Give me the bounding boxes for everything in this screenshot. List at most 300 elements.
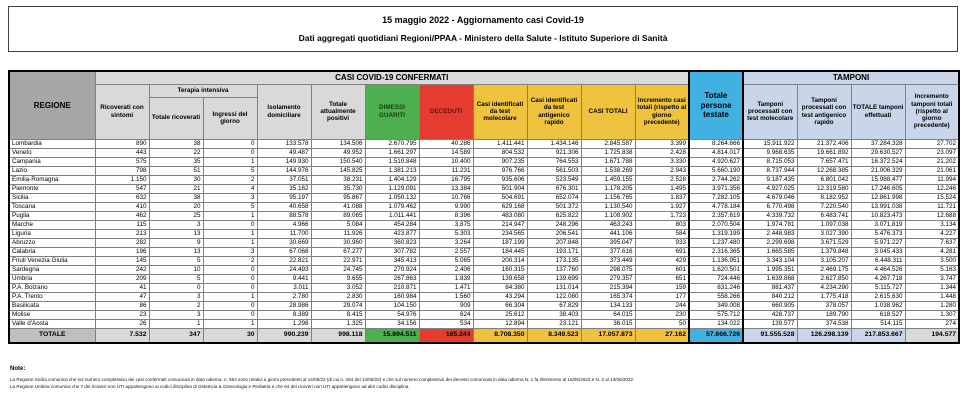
value-cell: 2 [203,175,257,184]
value-cell: 429 [635,256,689,265]
value-cell: 7.657.471 [797,157,851,166]
value-cell: 234.565 [473,229,527,238]
header-incremento-casi-totali: Incremento casi totali (rispetto al giorno precedente) [635,84,689,139]
value-cell: 209 [95,274,149,283]
value-cell: 38 [149,193,203,202]
value-cell: 8.715.053 [743,157,797,166]
value-cell: 6.448.311 [851,256,905,265]
value-cell: 35.730 [311,184,365,193]
value-cell: 840.212 [743,292,797,301]
value-cell: 139.577 [743,319,797,328]
group-header-terapia-intensiva: Terapia intensiva [149,84,257,97]
value-cell: 374.538 [797,319,851,328]
header-casi-test-molecolare: Casi identificati da test molecolare [473,84,527,139]
value-cell: 2.406 [419,265,473,274]
value-cell: 95.867 [311,193,365,202]
value-cell: 12.688 [905,211,959,220]
value-cell: 3.011 [257,283,311,292]
value-cell: 5.476.373 [851,229,905,238]
region-name-cell: P.A. Bolzano [9,283,95,292]
value-cell: 244 [635,301,689,310]
total-value-cell: 990.239 [257,328,311,343]
value-cell: 584 [635,229,689,238]
value-cell: 282 [95,238,149,247]
value-cell: 242 [95,265,149,274]
value-cell: 134.506 [311,139,365,148]
value-cell: 624 [419,310,473,319]
table-row [9,247,959,256]
value-cell: 22 [149,148,203,157]
value-cell: 30 [149,175,203,184]
value-cell: 935.606 [473,175,527,184]
total-value-cell: 30 [203,328,257,343]
region-name-cell: P.A. Trento [9,292,95,301]
value-cell: 1.995.351 [743,265,797,274]
value-cell: 30.669 [257,238,311,247]
region-name-cell: Puglia [9,211,95,220]
value-cell: 21.006.329 [851,166,905,175]
value-cell: 660.905 [743,301,797,310]
value-cell: 3.105.207 [797,256,851,265]
value-cell: 189.790 [797,310,851,319]
value-cell: 2.557 [419,247,473,256]
header-ricoverati-con-sintomi: Ricoverati con sintomi [95,84,149,139]
value-cell: 27.702 [905,139,959,148]
value-cell: 3.052 [311,283,365,292]
value-cell: 144.976 [257,166,311,175]
value-cell: 1.927 [635,202,689,211]
total-value-cell: 126.298.139 [797,328,851,343]
value-cell: 8.737.944 [743,166,797,175]
note-umbria: La Regione Umbria comunica che 7 dei ricoveri non UTI appartengono ai codici disciplina di Ostetricia & Ginecologia e Pediatria e che 64 dei ricoveri non UTI appartengono ad altri codici disciplina. [10,383,410,389]
value-cell: 1.307 [905,310,959,319]
table-row [9,202,959,211]
region-name-cell: Veneto [9,148,95,157]
value-cell: 200.314 [473,256,527,265]
value-cell: 1 [203,211,257,220]
header-incremento-tamponi: Incremento tamponi totali (rispetto al giorno precedente) [905,84,959,139]
value-cell: 13 [149,229,203,238]
value-cell: 267.863 [365,274,419,283]
value-cell: 3.747 [905,274,959,283]
value-cell: 28.986 [257,301,311,310]
value-cell: 298.075 [581,265,635,274]
value-cell: 933 [635,238,689,247]
value-cell: 1 [203,319,257,328]
value-cell: 1.411.441 [473,139,527,148]
value-cell: 1.079.462 [365,202,419,211]
value-cell: 5 [203,202,257,211]
value-cell: 5.660.190 [689,166,743,175]
value-cell: 428.737 [743,310,797,319]
value-cell: 134.022 [689,319,743,328]
region-name-cell: Lazio [9,166,95,175]
value-cell: 0 [203,139,257,148]
value-cell: 36.015 [581,319,635,328]
value-cell: 23 [95,310,149,319]
value-cell: 3.399 [635,139,689,148]
value-cell: 139.699 [527,274,581,283]
region-name-cell: Sardegna [9,265,95,274]
value-cell: 88.578 [257,211,311,220]
value-cell: 441.106 [581,229,635,238]
value-cell: 1.671.788 [581,157,635,166]
value-cell: 1.560 [419,292,473,301]
value-cell: 104.150 [365,301,419,310]
value-cell: 3 [203,247,257,256]
region-name-cell: Emilia-Romagna [9,175,95,184]
value-cell: 10.766 [419,193,473,202]
value-cell: 1.156.765 [581,193,635,202]
value-cell: 6.770.498 [743,202,797,211]
table-row [9,193,959,202]
table-row [9,148,959,157]
value-cell: 9.655 [311,274,365,283]
value-cell: 5.971.227 [851,238,905,247]
value-cell: 21.061 [905,166,959,175]
value-cell: 9 [149,238,203,247]
region-name-cell: Valle d'Aosta [9,319,95,328]
value-cell: 38.231 [311,175,365,184]
table-header [9,71,959,139]
value-cell: 2.943 [635,166,689,175]
value-cell: 3.134 [905,220,959,229]
value-cell: 3.343.104 [743,256,797,265]
value-cell: 2.357.619 [689,211,743,220]
total-value-cell: 91.555.528 [743,328,797,343]
value-cell: 1.130.540 [581,202,635,211]
value-cell: 2.780 [257,292,311,301]
value-cell: 1.298 [257,319,311,328]
value-cell: 133.578 [257,139,311,148]
value-cell: 0 [203,148,257,157]
value-cell: 15.524 [905,193,959,202]
value-cell: 1.178.205 [581,184,635,193]
value-cell: 3.500 [905,256,959,265]
value-cell: 270.924 [365,265,419,274]
value-cell: 6.483.741 [797,211,851,220]
value-cell: 25 [149,211,203,220]
value-cell: 214.947 [473,220,527,229]
region-name-cell: Piemonte [9,184,95,193]
table-row [9,319,959,328]
region-name-cell: Umbria [9,274,95,283]
value-cell: 54.976 [365,310,419,319]
value-cell: 2.316.365 [689,247,743,256]
header-dimessi-guariti: DIMESSI GUARITI [365,84,419,139]
value-cell: 248.296 [527,220,581,229]
value-cell: 12.246 [905,184,959,193]
total-value-cell: 17.057.873 [581,328,635,343]
value-cell: 4 [203,184,257,193]
value-cell: 35 [149,157,203,166]
value-cell: 50 [635,319,689,328]
value-cell: 37.284.328 [851,139,905,148]
value-cell: 11.721 [905,202,959,211]
value-cell: 575.712 [689,310,743,319]
table-row [9,211,959,220]
value-cell: 0 [149,283,203,292]
value-cell: 4.679.046 [743,193,797,202]
value-cell: 13 [149,247,203,256]
value-cell: 2.830 [311,292,365,301]
value-cell: 210.871 [365,283,419,292]
header-totale-tamponi: TOTALE tamponi effettuati [851,84,905,139]
header-deceduti: DECEDUTI [419,84,473,139]
value-cell: 1.434.146 [527,139,581,148]
value-cell: 10.823.473 [851,211,905,220]
value-cell: 177 [635,292,689,301]
value-cell: 193.171 [527,247,581,256]
value-cell: 1.639.868 [743,274,797,283]
value-cell: 4.464.526 [851,265,905,274]
value-cell: 1.510.848 [365,157,419,166]
value-cell: 1.620.501 [689,265,743,274]
value-cell: 19.661.892 [797,148,851,157]
total-value-cell: 27.162 [635,328,689,343]
value-cell: 1.471 [419,283,473,292]
value-cell: 676.301 [527,184,581,193]
header-casi-test-antigenico: Casi identificati da test antigenico rapido [527,84,581,139]
value-cell: 40.658 [257,202,311,211]
value-cell: 1 [149,319,203,328]
table-row [9,256,959,265]
value-cell: 0 [203,220,257,229]
table-row [9,220,959,229]
header-totale-attualmente-positivi: Totale attualmente positivi [311,84,365,139]
value-cell: 373.449 [581,256,635,265]
value-cell: 764.553 [527,157,581,166]
value-cell: 230 [635,310,689,319]
value-cell: 1.108.902 [581,211,635,220]
value-cell: 9.990 [419,202,473,211]
value-cell: 51 [149,166,203,175]
value-cell: 3.027.390 [797,229,851,238]
total-value-cell: 165.244 [419,328,473,343]
value-cell: 547 [95,184,149,193]
value-cell: 881.437 [743,283,797,292]
total-label-cell: TOTALE [9,328,95,343]
header-regione: REGIONE [9,71,95,139]
value-cell: 34.156 [365,319,419,328]
value-cell: 4.778.184 [689,202,743,211]
value-cell: 4.281 [905,247,959,256]
value-cell: 1.459.155 [581,175,635,184]
region-name-cell: Abruzzo [9,238,95,247]
value-cell: 3.045.433 [851,247,905,256]
group-header-casi-confermati: CASI COVID-19 CONFERMATI [95,71,689,84]
value-cell: 9.968.635 [743,148,797,157]
value-cell: 7.637 [905,238,959,247]
value-cell: 377.616 [581,247,635,256]
value-cell: 21.372.406 [797,139,851,148]
value-cell: 12.894 [473,319,527,328]
value-cell: 149.930 [257,157,311,166]
value-cell: 378.057 [797,301,851,310]
value-cell: 38.403 [527,310,581,319]
total-value-cell: 8.349.523 [527,328,581,343]
value-cell: 7.220.540 [797,202,851,211]
value-cell: 1.325 [311,319,365,328]
value-cell: 11.231 [419,166,473,175]
value-cell: 10 [149,265,203,274]
value-cell: 35.162 [257,184,311,193]
value-cell: 279.357 [581,274,635,283]
value-cell: 410 [95,202,149,211]
region-name-cell: Liguria [9,229,95,238]
value-cell: 1.319.199 [689,229,743,238]
value-cell: 907.235 [473,157,527,166]
value-cell: 11.926 [311,229,365,238]
value-cell: 15.988.477 [851,175,905,184]
value-cell: 17.246.605 [851,184,905,193]
table-row [9,157,959,166]
value-cell: 40.286 [419,139,473,148]
value-cell: 2.744.262 [689,175,743,184]
table-body [9,139,959,343]
value-cell: 2.845.587 [581,139,635,148]
value-cell: 196 [95,247,149,256]
value-cell: 632 [95,193,149,202]
value-cell: 20 [149,202,203,211]
value-cell: 137.760 [527,265,581,274]
region-name-cell: Calabria [9,247,95,256]
value-cell: 10.400 [419,157,473,166]
value-cell: 483.080 [473,211,527,220]
value-cell: 122.080 [527,292,581,301]
value-cell: 462 [95,211,149,220]
value-cell: 2.469.175 [797,265,851,274]
value-cell: 2.299.698 [743,238,797,247]
region-name-cell: Marche [9,220,95,229]
header-tamponi-molecolare: Tamponi processati con test molecolare [743,84,797,139]
value-cell: 165.374 [581,292,635,301]
value-cell: 5 [203,166,257,175]
value-cell: 7.282.105 [689,193,743,202]
table-row [9,301,959,310]
value-cell: 443 [95,148,149,157]
value-cell: 8.182.952 [797,193,851,202]
table-row [9,274,959,283]
table-row [9,292,959,301]
table-row [9,175,959,184]
region-name-cell: Sicilia [9,193,95,202]
total-value-cell: 217.853.667 [851,328,905,343]
report-title: 15 maggio 2022 - Aggiornamento casi Covid-19 [382,15,584,25]
value-cell: 21.202 [905,157,959,166]
total-value-cell: 194.577 [905,328,959,343]
header-tamponi-antigenico: Tamponi processati con test antigenico rapido [797,84,851,139]
region-name-cell: Toscana [9,202,95,211]
value-cell: 1.723 [635,211,689,220]
value-cell: 95.197 [257,193,311,202]
total-value-cell: 8.708.350 [473,328,527,343]
value-cell: 14.589 [419,148,473,157]
value-cell: 23.097 [905,148,959,157]
table-row [9,238,959,247]
value-cell: 798 [95,166,149,175]
value-cell: 0 [203,274,257,283]
value-cell: 501.904 [473,184,527,193]
value-cell: 3 [149,220,203,229]
value-cell: 134.133 [581,301,635,310]
value-cell: 1 [203,229,257,238]
value-cell: 8.389 [257,310,311,319]
value-cell: 24.493 [257,265,311,274]
value-cell: 8.396 [419,211,473,220]
value-cell: 15.911.922 [743,139,797,148]
value-cell: 30.960 [311,238,365,247]
total-value-cell: 347 [149,328,203,343]
value-cell: 3.875 [419,220,473,229]
value-cell: 575 [95,157,149,166]
value-cell: 0 [203,301,257,310]
value-cell: 8.415 [311,310,365,319]
value-cell: 345.413 [365,256,419,265]
value-cell: 1.097.038 [797,220,851,229]
value-cell: 13.991.038 [851,202,905,211]
value-cell: 691 [635,247,689,256]
value-cell: 1.538.269 [581,166,635,175]
value-cell: 1.974.781 [743,220,797,229]
table-row [9,184,959,193]
value-cell: 145 [95,256,149,265]
value-cell: 12.268.385 [797,166,851,175]
value-cell: 423.877 [365,229,419,238]
value-cell: 307.782 [365,247,419,256]
value-cell: 5.163 [905,265,959,274]
value-cell: 1.725.838 [581,148,635,157]
value-cell: 463.243 [581,220,635,229]
value-cell: 625.822 [527,211,581,220]
value-cell: 4.927.025 [743,184,797,193]
value-cell: 2.448.983 [743,229,797,238]
value-cell: 629.168 [473,202,527,211]
value-cell: 3.071.819 [851,220,905,229]
value-cell: 4.920.627 [689,157,743,166]
value-cell: 49.487 [257,148,311,157]
value-cell: 1.129.091 [365,184,419,193]
value-cell: 213 [95,229,149,238]
value-cell: 1.150 [95,175,149,184]
value-cell: 67.068 [257,247,311,256]
header-casi-totali: CASI TOTALI [581,84,635,139]
value-cell: 145.825 [311,166,365,175]
value-cell: 9.441 [257,274,311,283]
value-cell: 5.065 [419,256,473,265]
value-cell: 26 [95,319,149,328]
value-cell: 47 [95,292,149,301]
value-cell: 1 [203,292,257,301]
value-cell: 160.984 [365,292,419,301]
value-cell: 139.658 [473,274,527,283]
value-cell: 67.829 [527,301,581,310]
header-totale-persone-testate: Totale persone testate [689,71,743,139]
value-cell: 12.319.580 [797,184,851,193]
value-cell: 3 [203,193,257,202]
value-cell: 5.084 [311,220,365,229]
value-cell: 3.671.529 [797,238,851,247]
value-cell: 504.691 [473,193,527,202]
value-cell: 2.627.850 [797,274,851,283]
header-ingressi-del-giorno: Ingressi del giorno [203,97,257,139]
value-cell: 2.615.630 [851,292,905,301]
value-cell: 16.372.524 [851,157,905,166]
value-cell: 3 [149,292,203,301]
value-cell: 1.237.480 [689,238,743,247]
value-cell: 804.532 [473,148,527,157]
value-cell: 501.372 [527,202,581,211]
